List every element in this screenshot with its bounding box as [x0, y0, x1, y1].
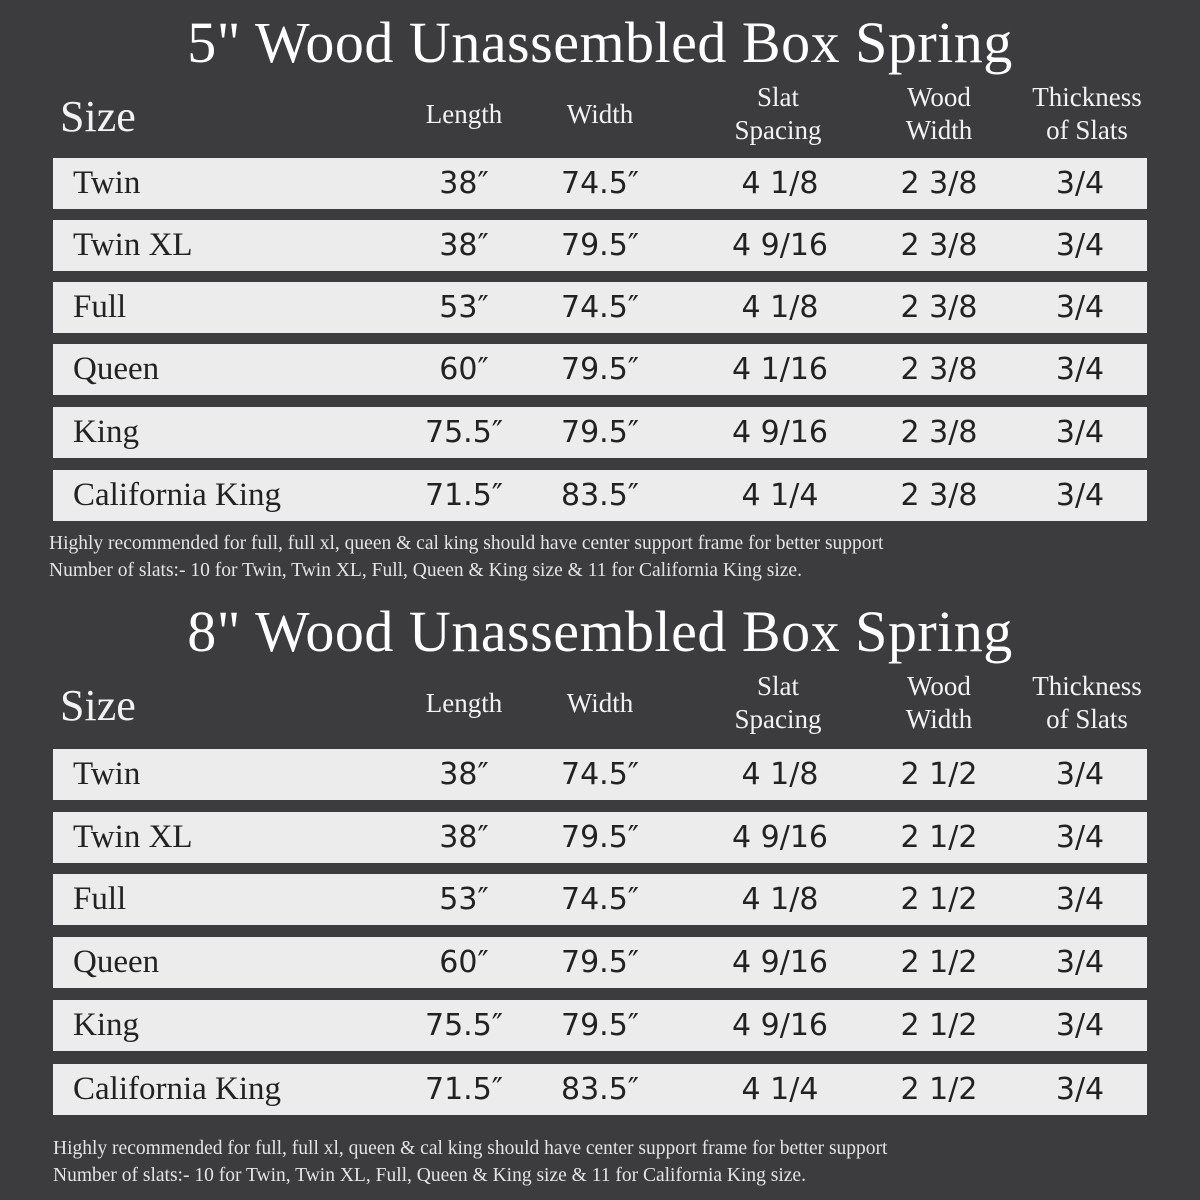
length-cell: 60″: [439, 944, 489, 980]
thickness-cell: 3/4: [1055, 166, 1105, 201]
header-width: Width: [566, 688, 634, 718]
length-cell: 53″: [439, 290, 489, 325]
support-note: Highly recommended for full, full xl, queen & cal king should have center support frame for better support: [49, 533, 884, 554]
slat-spacing-cell: 4 1/4: [741, 478, 819, 513]
width-cell: 79.5″: [560, 944, 639, 980]
header-thickness: [997, 81, 1177, 147]
wood-width-cell: 2 1/2: [900, 1008, 978, 1044]
header-slat-spacing-line: Spacing: [734, 115, 822, 145]
width-cell: 74.5″: [560, 757, 639, 792]
size-cell: Full: [73, 881, 127, 918]
slat-spacing-cell: 4 9/16: [732, 1008, 828, 1044]
width-cell: 74.5″: [560, 882, 639, 918]
table-row: [53, 158, 1147, 209]
header-wood-width-line: Width: [905, 704, 973, 734]
thickness-cell: 3/4: [1055, 882, 1105, 918]
size-cell: Queen: [73, 351, 160, 387]
table-row: [53, 874, 1147, 925]
length-cell: 75.5″: [424, 1008, 503, 1044]
wood-width-cell: 2 3/8: [900, 415, 978, 450]
wood-width-cell: 2 3/8: [900, 352, 978, 387]
table-row: [53, 1064, 1147, 1115]
length-cell: 38″: [439, 819, 489, 855]
header-thickness-line: Thickness: [1032, 671, 1142, 701]
table-title: 5" Wood Unassembled Box Spring: [187, 10, 1013, 75]
table-row: [53, 1000, 1147, 1051]
thickness-cell: 3/4: [1055, 819, 1105, 855]
length-cell: 38″: [439, 757, 489, 792]
slat-spacing-cell: 4 1/16: [732, 352, 828, 387]
slat-spacing-cell: 4 9/16: [732, 228, 828, 263]
wood-width-cell: 2 1/2: [900, 882, 978, 918]
width-cell: 83.5″: [560, 478, 639, 513]
width-cell: 83.5″: [560, 1072, 639, 1107]
header-thickness: [997, 670, 1177, 736]
slat-count-note: Number of slats:- 10 for Twin, Twin XL, Full, Queen & King size & 11 for California King size.: [49, 560, 802, 581]
table-row: [53, 344, 1147, 395]
support-note: Highly recommended for full, full xl, queen & cal king should have center support frame for better support: [53, 1138, 888, 1159]
width-cell: 79.5″: [560, 228, 639, 263]
header-slat-spacing-line: Spacing: [734, 704, 822, 734]
spec-table-section: [0, 589, 1200, 1189]
slat-spacing-cell: 4 1/8: [741, 882, 819, 918]
width-cell: 79.5″: [560, 1008, 639, 1044]
wood-width-cell: 2 3/8: [900, 478, 978, 513]
thickness-cell: 3/4: [1055, 1008, 1105, 1044]
wood-width-cell: 2 3/8: [900, 166, 978, 201]
thickness-cell: 3/4: [1055, 352, 1105, 387]
header-length: Length: [425, 688, 503, 718]
thickness-cell: 3/4: [1055, 478, 1105, 513]
table-row: [53, 407, 1147, 458]
table-row: [53, 749, 1147, 800]
header-thickness-line: of Slats: [1046, 115, 1128, 145]
header-slat-spacing-line: Slat: [756, 82, 799, 112]
wood-width-cell: 2 1/2: [900, 819, 978, 855]
header-width: Width: [566, 99, 634, 129]
size-cell: Twin: [73, 165, 141, 201]
length-cell: 53″: [439, 882, 489, 918]
table-row: [53, 282, 1147, 333]
wood-width-cell: 2 3/8: [900, 228, 978, 263]
table-title: 8" Wood Unassembled Box Spring: [187, 599, 1013, 664]
length-cell: 71.5″: [424, 1072, 503, 1107]
wood-width-cell: 2 1/2: [900, 757, 978, 792]
width-cell: 74.5″: [560, 166, 639, 201]
slat-spacing-cell: 4 9/16: [732, 415, 828, 450]
wood-width-cell: 2 3/8: [900, 290, 978, 325]
size-cell: Twin: [73, 756, 141, 792]
size-cell: King: [73, 414, 139, 450]
slat-spacing-cell: 4 1/4: [741, 1072, 819, 1107]
header-wood-width-line: Width: [905, 115, 973, 145]
header-wood-width-line: Wood: [907, 82, 971, 112]
thickness-cell: 3/4: [1055, 944, 1105, 980]
size-cell: King: [73, 1007, 139, 1044]
slat-spacing-cell: 4 1/8: [741, 290, 819, 325]
slat-spacing-cell: 4 1/8: [741, 757, 819, 792]
thickness-cell: 3/4: [1055, 228, 1105, 263]
width-cell: 79.5″: [560, 352, 639, 387]
length-cell: 75.5″: [424, 415, 503, 450]
header-wood-width-line: Wood: [907, 671, 971, 701]
width-cell: 79.5″: [560, 415, 639, 450]
size-cell: California King: [73, 477, 282, 513]
table-row: [53, 937, 1147, 988]
slat-count-note: Number of slats:- 10 for Twin, Twin XL, Full, Queen & King size & 11 for California King size.: [53, 1165, 806, 1186]
thickness-cell: 3/4: [1055, 757, 1105, 792]
size-cell: Full: [73, 289, 127, 325]
width-cell: 79.5″: [560, 819, 639, 855]
header-size: Size: [60, 92, 136, 141]
header-slat-spacing: [688, 670, 868, 736]
length-cell: 38″: [439, 228, 489, 263]
length-cell: 38″: [439, 166, 489, 201]
header-size: Size: [60, 681, 136, 730]
header-slat-spacing-line: Slat: [756, 671, 799, 701]
header-slat-spacing: [688, 81, 868, 147]
slat-spacing-cell: 4 1/8: [741, 166, 819, 201]
size-cell: Queen: [73, 943, 160, 980]
slat-spacing-cell: 4 9/16: [732, 819, 828, 855]
thickness-cell: 3/4: [1055, 290, 1105, 325]
width-cell: 74.5″: [560, 290, 639, 325]
size-cell: Twin XL: [73, 818, 193, 855]
length-cell: 71.5″: [424, 478, 503, 513]
thickness-cell: 3/4: [1055, 415, 1105, 450]
size-cell: Twin XL: [73, 227, 193, 263]
header-length: Length: [425, 99, 503, 129]
wood-width-cell: 2 1/2: [900, 944, 978, 980]
table-row: [53, 470, 1147, 521]
header-thickness-line: of Slats: [1046, 704, 1128, 734]
thickness-cell: 3/4: [1055, 1072, 1105, 1107]
wood-width-cell: 2 1/2: [900, 1072, 978, 1107]
size-cell: California King: [73, 1071, 282, 1107]
slat-spacing-cell: 4 9/16: [732, 944, 828, 980]
length-cell: 60″: [439, 352, 489, 387]
header-thickness-line: Thickness: [1032, 82, 1142, 112]
table-row: [53, 220, 1147, 271]
table-row: [53, 812, 1147, 863]
